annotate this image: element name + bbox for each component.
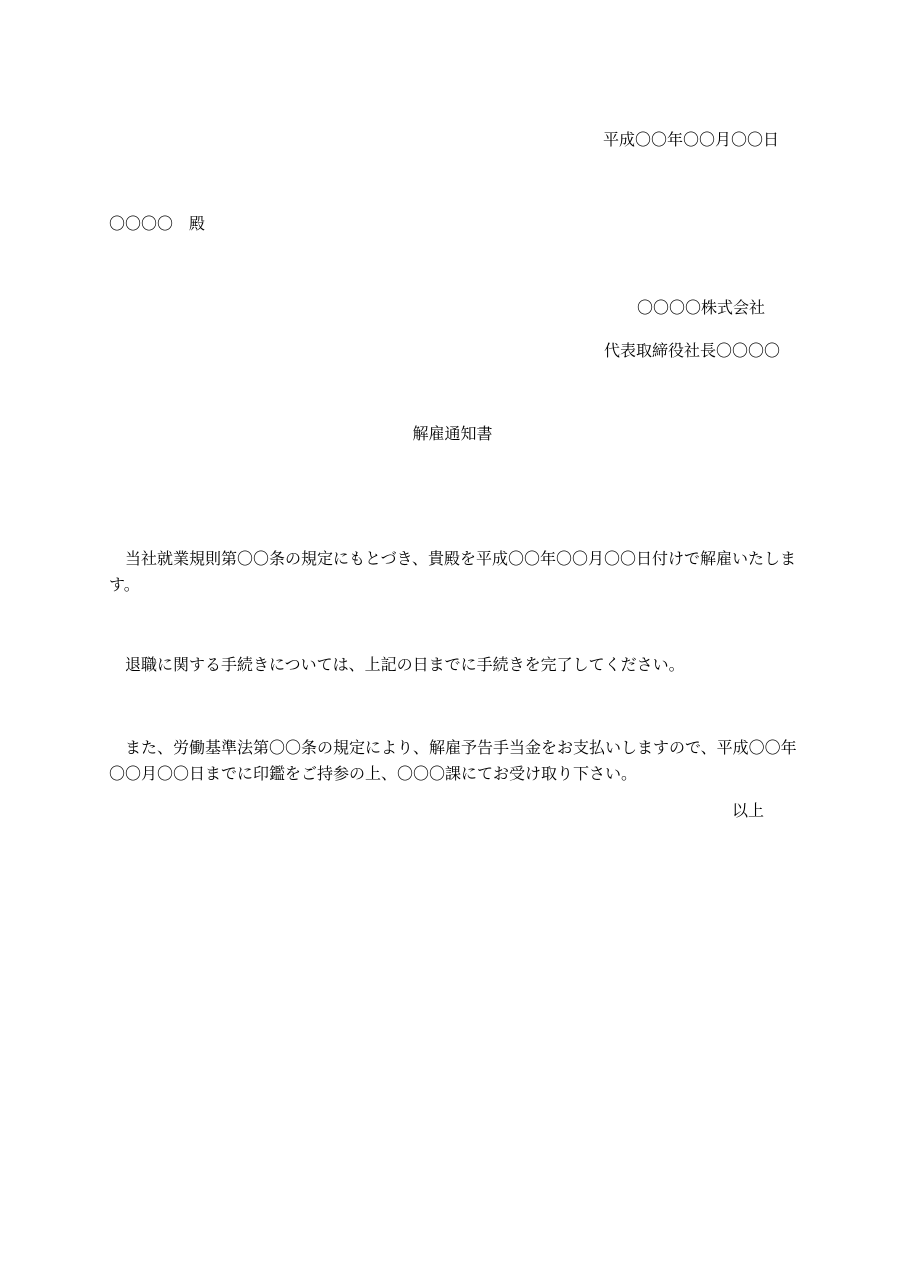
document-date: 平成〇〇年〇〇月〇〇日 xyxy=(602,130,779,149)
body-paragraph-payment: また、労働基準法第〇〇条の規定により、解雇予告手当金をお支払いしますので、平成〇〇年〇〇月〇〇日までに印鑑をご持参の上、〇〇〇課にてお受け取り下さい。 xyxy=(109,738,797,783)
sender-company: 〇〇〇〇株式会社 xyxy=(636,298,765,317)
document-title: 解雇通知書 xyxy=(412,424,493,443)
recipient-name: 〇〇〇〇 殿 xyxy=(109,214,206,233)
body-paragraph-dismissal: 当社就業規則第〇〇条の規定にもとづき、貴殿を平成〇〇年〇〇月〇〇日付けで解雇いたします。 xyxy=(109,549,797,594)
body-paragraph-procedures: 退職に関する手続きについては、上記の日までに手続きを完了してください。 xyxy=(109,655,685,674)
closing-remark: 以上 xyxy=(731,801,764,820)
sender-representative: 代表取締役社長〇〇〇〇 xyxy=(603,341,780,360)
